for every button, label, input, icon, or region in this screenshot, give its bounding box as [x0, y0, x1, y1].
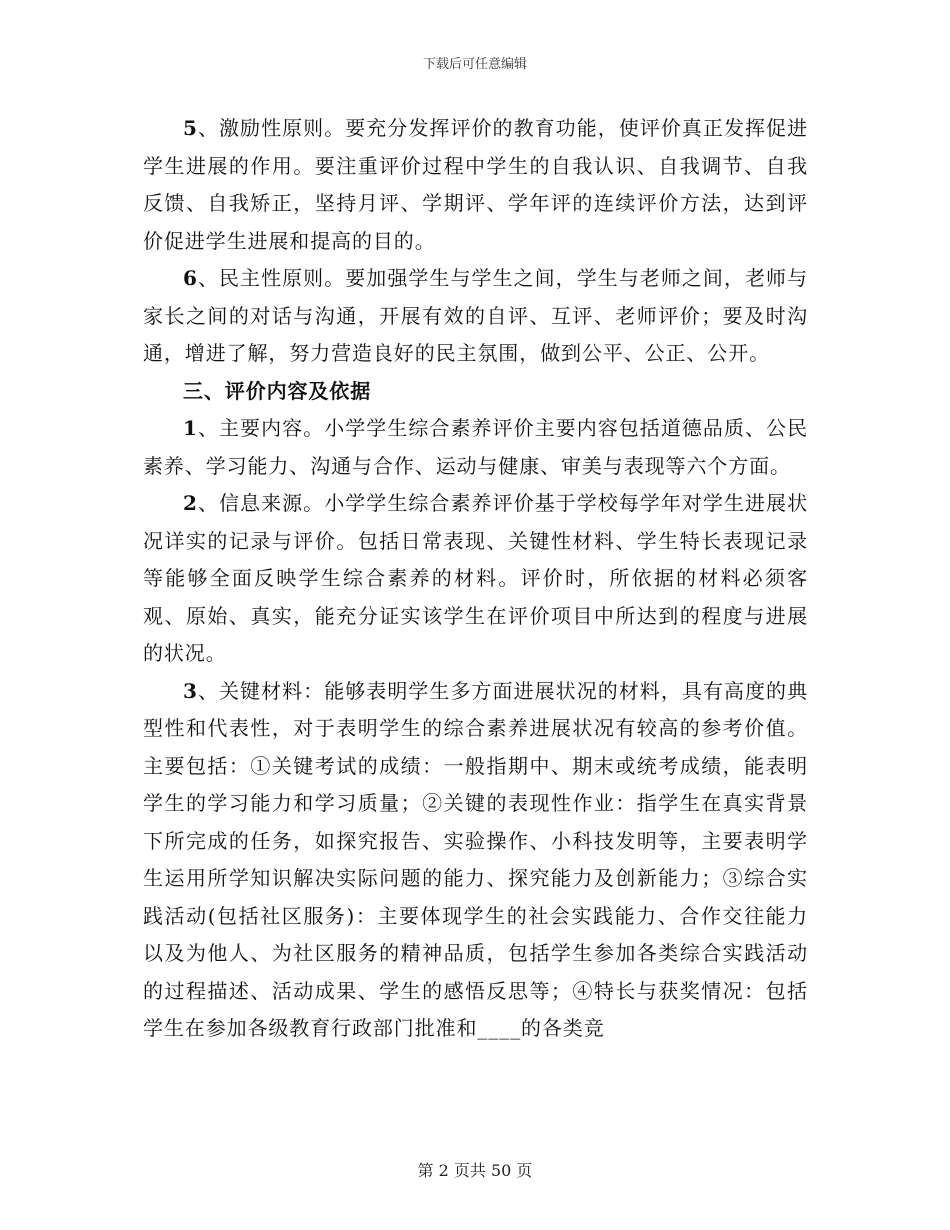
content-item-1-paragraph: [143, 410, 808, 485]
item-number: 5: [183, 116, 198, 140]
page-footer: 第 2 页共 50 页: [417, 1161, 533, 1180]
content-item-2-paragraph: [143, 485, 808, 673]
document-body: [143, 110, 808, 1048]
item-number: 6: [183, 266, 198, 290]
paragraph-text: 、激励性原则。要充分发挥评价的教育功能，使评价真正发挥促进学生进展的作用。要注重评价过程中学生的自我认识、自我调节、自我反馈、自我矫正，坚持月评、学期评、学年评的连续评价方法，达到评价促进学生进展和提高的目的。: [143, 116, 808, 253]
content-item-3-paragraph: [143, 673, 808, 1048]
paragraph-text: 、主要内容。小学学生综合素养评价主要内容包括道德品质、公民素养、学习能力、沟通与合作、运动与健康、审美与表现等六个方面。: [143, 416, 808, 478]
item-number: 3: [183, 678, 198, 703]
principle-6-paragraph: [143, 260, 808, 373]
principle-5-paragraph: [143, 110, 808, 260]
item-number: 2: [183, 491, 198, 515]
item-number: 1: [183, 416, 198, 440]
paragraph-text: 、信息来源。小学学生综合素养评价基于学校每学年对学生进展状况详实的记录与评价。包括日常表现、关键性材料、学生特长表现记录等能够全面反映学生综合素养的材料。评价时，所依据的材料必须客观、原始、真实，能充分证实该学生在评价项目中所达到的程度与进展的状况。: [143, 491, 808, 665]
page-header: 下载后可任意编辑: [422, 57, 527, 72]
section-heading: 三、评价内容及依据: [183, 378, 372, 403]
paragraph-text: 、民主性原则。要加强学生与学生之间，学生与老师之间，老师与家长之间的对话与沟通，开展有效的自评、互评、老师评价；要及时沟通，增进了解，努力营造良好的民主氛围，做到公平、公正、公开。: [143, 266, 808, 365]
paragraph-text: 、关键材料：能够表明学生多方面进展状况的材料，具有高度的典型性和代表性，对于表明学生的综合素养进展状况有较高的参考价值。主要包括：①关键考试的成绩：一般指期中、期末或统考成绩，能表明学生的学习能力和学习质量；②关键的表现性作业：指学生在真实背景下所完成的任务，如探究报告、实验操作、小科技发明等，主要表明学生运用所学知识解决实际问题的能力、探究能力及创新能力；③综合实践活动(包括社区服务)：主要体现学生的社会实践能力、合作交往能力以及为他人、为社区服务的精神品质，包括学生参加各类综合实践活动的过程描述、活动成果、学生的感悟反思等；④特长与获奖情况：包括学生在参加各级教育行政部门批准和____的各类竞: [143, 678, 808, 1040]
